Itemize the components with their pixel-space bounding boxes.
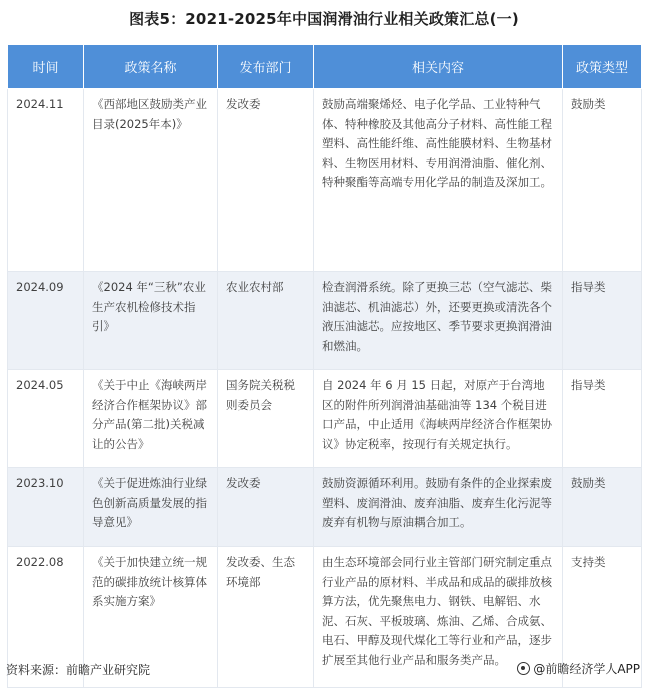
source-note: 资料来源：前瞻产业研究院 — [6, 663, 151, 677]
cell-department: 发改委 — [218, 89, 314, 272]
policy-table — [7, 44, 642, 688]
column-header-department: 发布部门 — [218, 45, 314, 89]
cell-time: 2024.11 — [8, 89, 84, 272]
table-header-row — [8, 45, 642, 89]
brand-credit — [517, 660, 640, 677]
cell-time: 2022.08 — [8, 547, 84, 688]
cell-time: 2023.10 — [8, 468, 84, 547]
cell-department: 发改委 — [218, 468, 314, 547]
cell-content: 鼓励高端聚烯烃、电子化学品、工业特种气体、特种橡胶及其他高分子材料、高性能工程塑料、高性能纤维、高性能膜材料、生物基材料、生物医用材料、专用润滑油脂、催化剂、特种聚酯等高端专用化学品的制造及深加工。 — [314, 89, 563, 272]
cell-policy-type: 指导类 — [563, 370, 642, 468]
cell-policy-name: 《关于促进炼油行业绿色创新高质量发展的指导意见》 — [84, 468, 218, 547]
cell-policy-name: 《2024 年“三秋”农业生产农机检修技术指引》 — [84, 272, 218, 370]
table-row — [8, 272, 642, 370]
cell-time: 2024.09 — [8, 272, 84, 370]
cell-content: 鼓励资源循环利用。鼓励有条件的企业探索废塑料、废润滑油、废弃油脂、废弃生化污泥等废弃有机物与原油耦合加工。 — [314, 468, 563, 547]
cell-content: 检查润滑系统。除了更换三芯（空气滤芯、柴油滤芯、机油滤芯）外，还要更换或清洗各个液压油滤芯。应按地区、季节要求更换润滑油和燃油。 — [314, 272, 563, 370]
table-row — [8, 89, 642, 272]
cell-time: 2024.05 — [8, 370, 84, 468]
cell-department: 国务院关税税则委员会 — [218, 370, 314, 468]
table-row — [8, 468, 642, 547]
brand-credit-text: @前瞻经济学人APP — [533, 662, 640, 676]
cell-policy-name: 《关于加快建立统一规范的碳排放统计核算体系实施方案》 — [84, 547, 218, 688]
page-title: 图表5：2021-2025年中国润滑油行业相关政策汇总(一) — [129, 10, 519, 28]
cell-policy-type: 指导类 — [563, 272, 642, 370]
cell-department: 农业农村部 — [218, 272, 314, 370]
cell-department: 发改委、生态环境部 — [218, 547, 314, 688]
column-header-time: 时间 — [8, 45, 84, 89]
qianzhan-logo-icon — [517, 662, 530, 675]
column-header-content: 相关内容 — [314, 45, 563, 89]
cell-policy-name: 《西部地区鼓励类产业目录(2025年本)》 — [84, 89, 218, 272]
cell-policy-type: 鼓励类 — [563, 468, 642, 547]
cell-policy-name: 《关于中止《海峡两岸经济合作框架协议》部分产品(第二批)关税减让的公告》 — [84, 370, 218, 468]
cell-policy-type: 鼓励类 — [563, 89, 642, 272]
column-header-policy-type: 政策类型 — [563, 45, 642, 89]
cell-policy-type: 支持类 — [563, 547, 642, 688]
cell-content: 由生态环境部会同行业主管部门研究制定重点行业产品的原材料、半成品和成品的碳排放核算方法，优先聚焦电力、钢铁、电解铝、水泥、石灰、平板玻璃、炼油、乙烯、合成氨、电石、甲醇及现代煤化工等行业和产品，逐步扩展至其他行业产品和服务类产品。 — [314, 547, 563, 688]
cell-content: 自 2024 年 6 月 15 日起，对原产于台湾地区的附件所列润滑油基础油等 134 个税目进口产品，中止适用《海峡两岸经济合作框架协议》协定税率，按现行有关规定执行。 — [314, 370, 563, 468]
table-row — [8, 370, 642, 468]
column-header-policy-name: 政策名称 — [84, 45, 218, 89]
